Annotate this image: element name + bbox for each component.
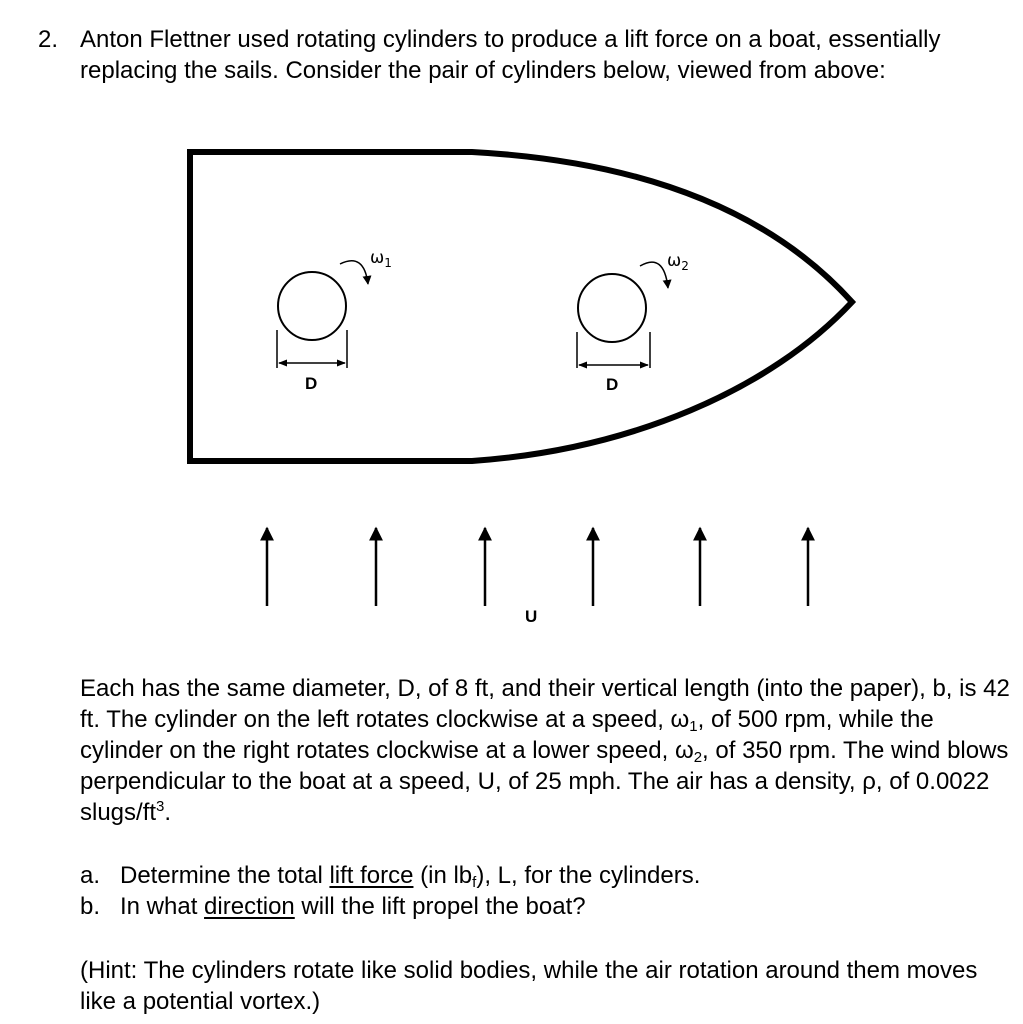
part-b [80, 891, 1010, 922]
desc-sub-2: 2 [693, 749, 703, 766]
part-a-text-1: Determine the total [120, 862, 330, 889]
part-a-text-3: ), L, for the cylinders. [476, 862, 701, 889]
part-b-underlined: direction [204, 893, 295, 920]
desc-text-1: Each has the same diameter, D, of 8 ft, and their vertical length (into the paper), b, is 42 ft. The cylinder on the left rotates clockwise at a speed, ω [80, 675, 1010, 733]
question-parts [80, 860, 1010, 922]
boat-hull [190, 152, 852, 461]
part-a-underlined: lift force [329, 862, 414, 889]
omega2-label: $\omega_2$ [667, 251, 689, 273]
part-a-sub: f [472, 874, 477, 891]
right-diameter-label: D [606, 375, 619, 394]
problem-number: 2. [38, 26, 59, 53]
part-b-text-1: In what [120, 893, 205, 920]
part-b-letter: b. [80, 893, 101, 920]
desc-text-2: , of 500 rpm, while the cylinder on the right rotates clockwise at a lower speed, ω [80, 706, 934, 764]
desc-text-4: . [164, 799, 172, 826]
left-diameter-label: D [305, 374, 318, 393]
omega1-label: $\omega_1$ [370, 248, 392, 270]
desc-sup-3: 3 [156, 798, 165, 815]
desc-sub-1: 1 [689, 718, 698, 735]
omega1-rotation-arrow [340, 261, 368, 284]
right-cylinder [577, 274, 650, 368]
part-b-text-2: will the lift propel the boat? [294, 893, 586, 920]
problem-description [80, 673, 1010, 828]
part-a-letter: a. [80, 862, 101, 889]
part-a-text-2: (in lb [413, 862, 473, 889]
omega2-rotation-arrow [640, 262, 668, 288]
hint-text: (Hint: The cylinders rotate like solid bodies, while the air rotation around them moves like a potential vortex.) [80, 957, 978, 1015]
problem-text: Anton Flettner used rotating cylinders to produce a lift force on a boat, essentially replacing the sails. Consider the pair of cylinders below, viewed from above: [80, 26, 941, 84]
desc-text-3: , of 350 rpm. The wind blows perpendicular to the boat at a speed, U, of 25 mph. The air has a density, ρ, of 0.0022 slugs/ft [80, 737, 1009, 826]
wind-speed-label: U [525, 607, 538, 626]
part-a [80, 860, 1010, 891]
left-cylinder [277, 272, 347, 368]
wind-arrows [267, 528, 808, 606]
